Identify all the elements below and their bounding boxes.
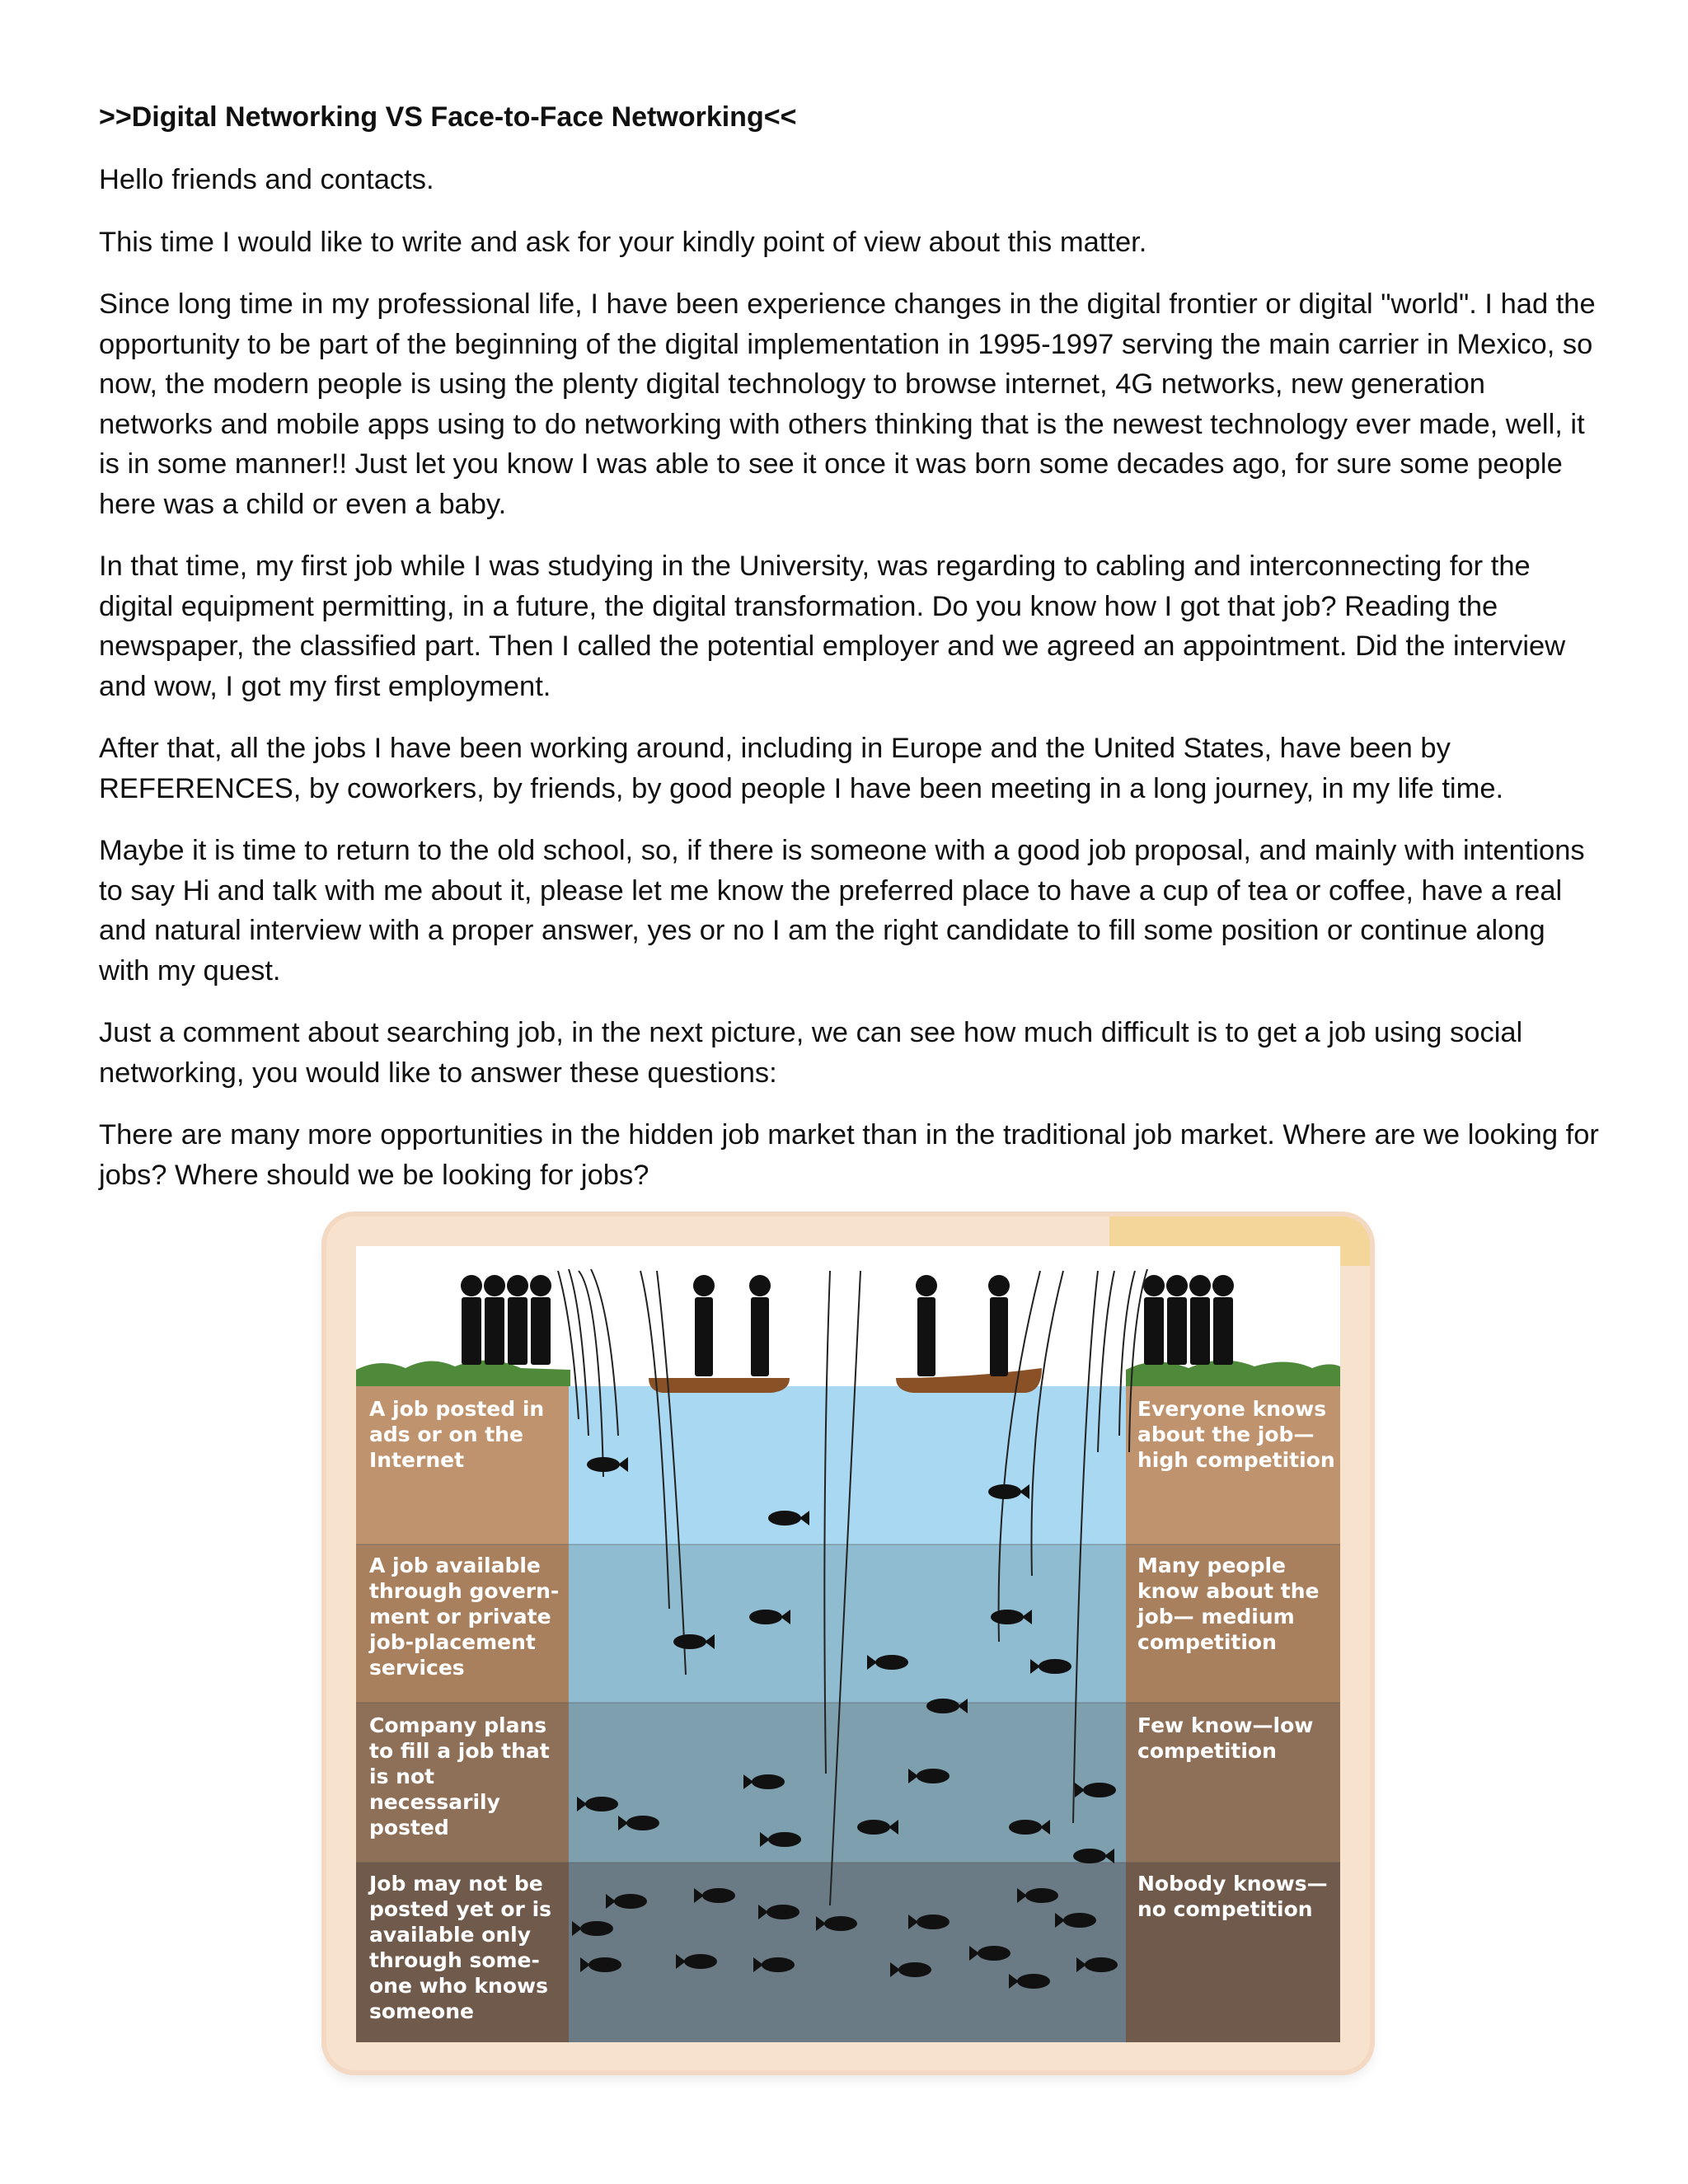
left-boat: [649, 1378, 790, 1393]
illustration-canvas: [356, 1246, 1340, 2042]
water-band-1: [569, 1386, 1126, 1544]
label-placement-services: A job available through govern- ment or private job-placement services: [369, 1554, 560, 1680]
water-band-2: [569, 1544, 1126, 1703]
water-band-3: [569, 1703, 1126, 1863]
label-not-posted: Company plans to fill a job that is not necessarily posted: [369, 1713, 550, 1840]
paragraph-questions: There are many more opportunities in the hidden job market than in the traditional job market. Where are we looking for jobs? Where should we be looking for jobs?: [99, 1119, 1599, 1191]
article-title: >>Digital Networking VS Face-to-Face Networking<<: [99, 101, 797, 133]
job-market-illustration: [326, 1216, 1370, 2070]
paragraph-first-job: In that time, my first job while I was studying in the University, was regarding to cabling and interconnecting for the digital equipment permitting, in a future, the digital transformation. Do you know how I got that job? Reading the newspaper, the classified part. Then I called the potential employer and we agreed an appointment. Did the interview and wow, I got my first employment.: [99, 551, 1566, 702]
label-high-competition: Everyone knows about the job— high competition: [1137, 1397, 1335, 1472]
label-no-competition: Nobody knows— no competition: [1137, 1872, 1328, 1921]
water-bands: [569, 1386, 1126, 2042]
paragraph-intro: This time I would like to write and ask for your kindly point of view about this matter.: [99, 226, 1147, 258]
paragraph-digital-history: Since long time in my professional life, I have been experience changes in the digital frontier or digital "world". I had the opportunity to be part of the beginning of the digital implementation in 1995-1997 serving the main carrier in Mexico, so now, the modern people is using the plenty digital technology to browse internet, 4G networks, new generation networks and mobile apps using to do networking with others thinking that is the newest technology ever made, well, it is in some manner!! Just let you know I was able to see it once it was born some decades ago, for sure some people here was a child or even a baby.: [99, 288, 1596, 520]
label-posted-ads: A job posted in ads or on the Internet: [369, 1397, 545, 1472]
paragraph-old-school: Maybe it is time to return to the old school, so, if there is someone with a good job proposal, and mainly with intentions to say Hi and talk with me about it, please let me know the preferred place to have a cup of tea or coffee, have a real and natural interview with a proper answer, yes or no I am the right candidate to fill some position or continue along with my quest.: [99, 835, 1585, 987]
paragraph-greeting: Hello friends and contacts.: [99, 164, 434, 195]
document-body: [99, 97, 1599, 1217]
paragraph-comment: Just a comment about searching job, in the next picture, we can see how much difficult is to get a job using social networking, you would like to answer these questions:: [99, 1017, 1523, 1089]
label-low-competition: Few know—low competition: [1137, 1713, 1314, 1763]
paragraph-references: After that, all the jobs I have been working around, including in Europe and the United States, have been by REFERENCES, by coworkers, by friends, by good people I have been meeting in a long journey, in my life time.: [99, 733, 1504, 804]
label-medium-competition: Many people know about the job— medium competition: [1137, 1554, 1320, 1654]
label-hidden-job: Job may not be posted yet or is available only through some- one who knows someone: [369, 1872, 552, 2023]
